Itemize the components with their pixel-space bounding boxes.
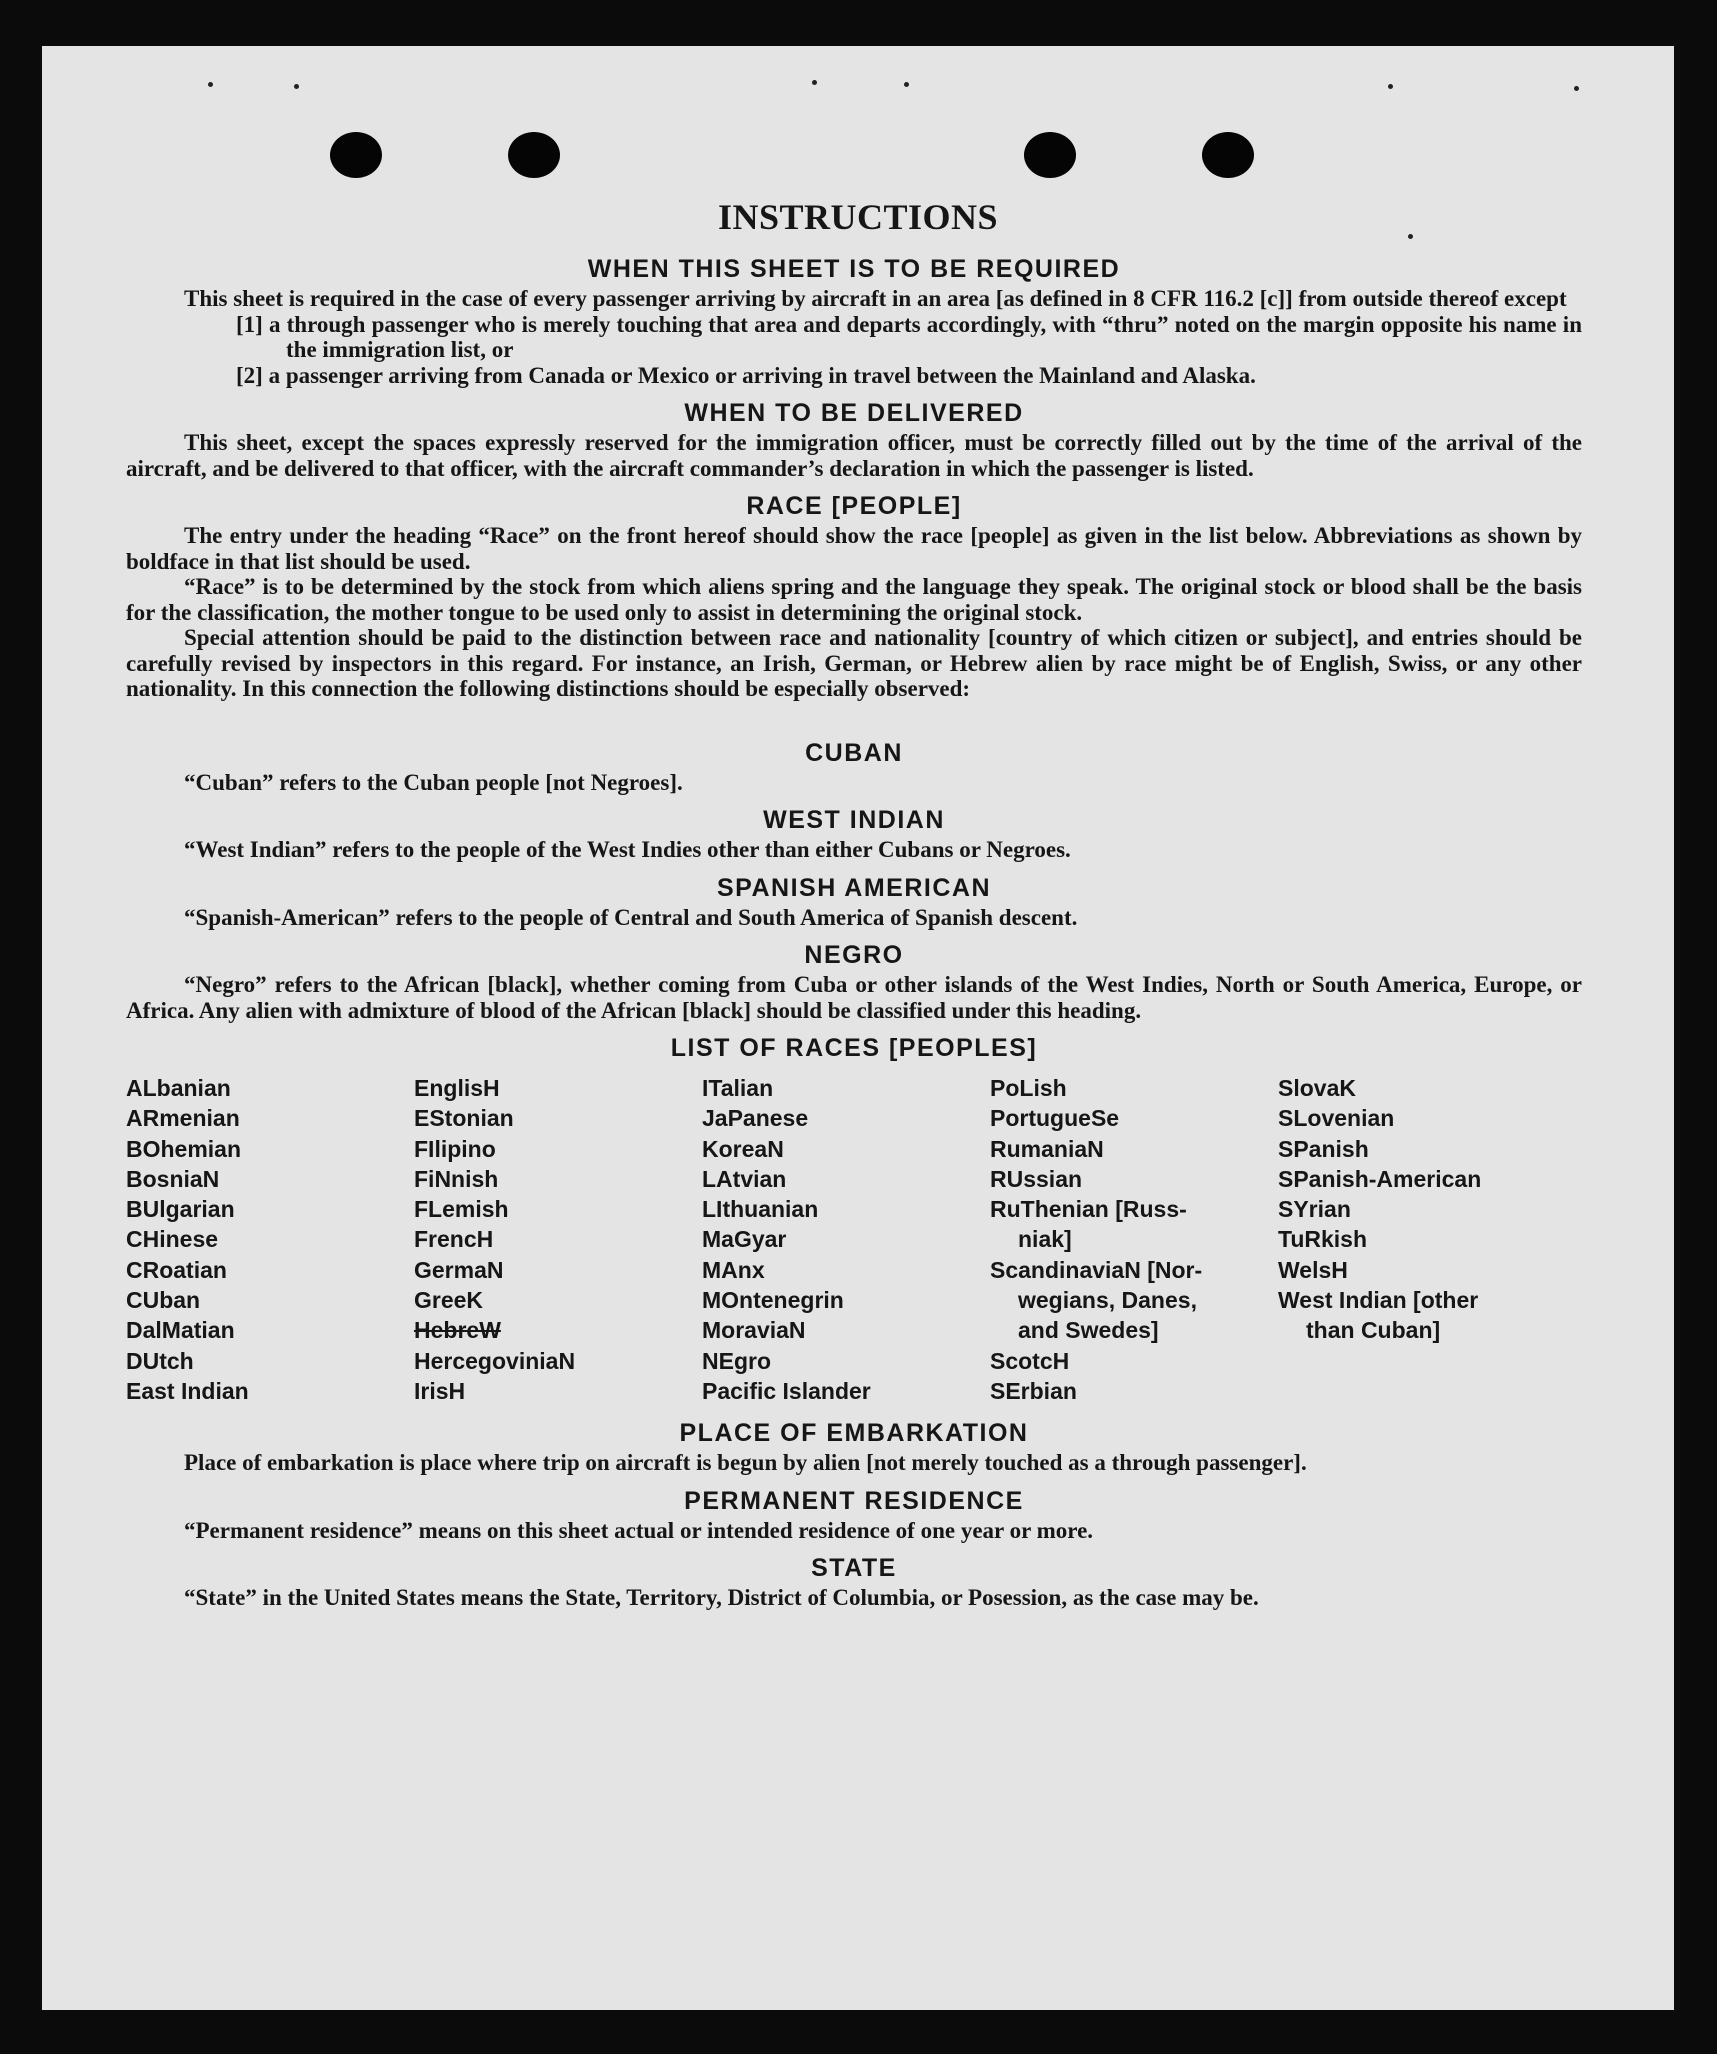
race-entry: SPanish-American <box>1278 1165 1482 1192</box>
paragraph: “Spanish-American” refers to the people of Central and South America of Spanish descent. <box>184 904 1078 930</box>
race-entry: ALbanian <box>126 1075 231 1101</box>
race-entry: EStonian <box>414 1105 514 1132</box>
section-cuban <box>126 736 1582 796</box>
race-entry: JaPanese <box>702 1105 809 1132</box>
punch-hole <box>1024 132 1076 178</box>
section-race <box>126 489 1582 702</box>
race-entry: KoreaN <box>702 1135 784 1162</box>
paragraph: “West Indian” refers to the people of the West Indies other than either Cubans or Negroes. <box>184 837 1071 862</box>
section-state <box>126 1551 1582 1611</box>
race-entry: CRoatian <box>126 1256 227 1283</box>
race-entry: CHinese <box>126 1226 219 1253</box>
section-west-indian <box>126 803 1582 863</box>
race-entry: ScandinaviaN [Nor- <box>990 1256 1203 1283</box>
content <box>126 252 1582 1619</box>
section-heading: PERMANENT RESIDENCE <box>684 1486 1024 1515</box>
speck <box>904 82 909 87</box>
speck <box>294 84 299 89</box>
race-entry: ITalian <box>702 1075 774 1101</box>
race-entry: CUban <box>126 1287 201 1314</box>
section-heading: NEGRO <box>804 941 904 969</box>
speck <box>1388 84 1393 89</box>
race-entry: East Indian <box>126 1377 249 1404</box>
race-entry: LAtvian <box>702 1165 787 1192</box>
punch-hole <box>508 132 560 178</box>
section-when-delivered <box>126 396 1582 481</box>
race-entry: BosniaN <box>126 1165 220 1192</box>
race-entry: MAnx <box>702 1256 765 1283</box>
section-heading: WEST INDIAN <box>763 806 945 834</box>
race-entry-struck: HebreW <box>414 1317 501 1344</box>
punch-hole <box>1202 132 1254 178</box>
race-entry-continuation: and Swedes] <box>1018 1317 1159 1344</box>
race-entry: BUlgarian <box>126 1196 235 1223</box>
speck <box>812 80 817 85</box>
race-entry: FIlipino <box>414 1135 496 1162</box>
races-column-3 <box>702 1073 990 1406</box>
speck <box>1574 86 1579 91</box>
section-heading: RACE [PEOPLE] <box>746 492 962 520</box>
paragraph: Place of embarkation is place where trip on aircraft is begun by alien [not merely touched as a through passenger]. <box>184 1450 1307 1476</box>
exception-item: [1] a through passenger who is merely touching that area and departs accordingly, with “thru” noted on the margin opposite his name in the immigration list, or <box>236 311 1582 362</box>
section-heading: PLACE OF EMBARKATION <box>679 1419 1029 1448</box>
paragraph: “Race” is to be determined by the stock from which aliens spring and the language they speak. The original stock or blood shall be the basis for the classification, the mother tongue to be used only to assist in determining the original stock. <box>126 574 1582 625</box>
race-entry: SErbian <box>990 1377 1077 1404</box>
paragraph: Special attention should be paid to the distinction between race and nationality [country of which citizen or subject], and entries should be carefully revised by inspectors in this regard. For instance, an Irish, German, or Hebrew alien by race might be of English, Swiss, or any other nationality. In this connection the following distinctions should be especially observed: <box>126 625 1582 701</box>
race-entry: MaGyar <box>702 1226 787 1253</box>
section-embarkation <box>126 1416 1582 1476</box>
page-title: INSTRUCTIONS <box>717 197 999 237</box>
race-entry: DUtch <box>126 1347 194 1374</box>
race-entry: SlovaK <box>1278 1075 1356 1101</box>
paragraph: “Permanent residence” means on this sheet actual or intended residence of one year or more. <box>184 1517 1094 1543</box>
race-entry: FrencH <box>414 1226 494 1253</box>
race-entry: IrisH <box>414 1377 466 1404</box>
race-entry: PortugueSe <box>990 1105 1120 1132</box>
paragraph: This sheet, except the spaces expressly reserved for the immigration officer, must be correctly filled out by the time of the arrival of the aircraft, and be delivered to that officer, with the aircraft commander’s declaration in which the passenger is listed. <box>126 430 1582 481</box>
section-heading: SPANISH AMERICAN <box>716 873 991 902</box>
race-entry: ScotcH <box>990 1347 1070 1374</box>
section-races-list <box>126 1031 1582 1406</box>
race-entry: WelsH <box>1278 1256 1348 1283</box>
race-entry: ARmenian <box>126 1105 240 1132</box>
race-entry: West Indian [other <box>1278 1287 1479 1314</box>
race-entry: DalMatian <box>126 1317 235 1344</box>
race-entry: FLemish <box>414 1196 509 1223</box>
race-entry: PoLish <box>990 1075 1067 1101</box>
race-entry: RumaniaN <box>990 1135 1104 1162</box>
race-entry: SPanish <box>1278 1135 1369 1162</box>
races-grid <box>126 1073 1582 1406</box>
section-heading: STATE <box>811 1554 897 1583</box>
exception-item: [2] a passenger arriving from Canada or Mexico or arriving in travel between the Mainland and Alaska. <box>236 362 1256 388</box>
paragraph: “Negro” refers to the African [black], whether coming from Cuba or other islands of the West Indies, North or South America, Europe, or Africa. Any alien with admixture of blood of the African [black] should be classified under this heading. <box>126 972 1582 1023</box>
race-entry: RuThenian [Russ- <box>990 1196 1187 1223</box>
race-entry: MOntenegrin <box>702 1287 844 1314</box>
punch-hole <box>330 132 382 178</box>
race-entry: HercegoviniaN <box>414 1347 576 1374</box>
race-entry: GermaN <box>414 1256 504 1283</box>
paragraph: The entry under the heading “Race” on the front hereof should show the race [people] as given in the list below. Abbreviations as shown by boldface in that list should be used. <box>126 523 1582 574</box>
paragraph: “State” in the United States means the State, Territory, District of Columbia, or Posession, as the case may be. <box>184 1585 1259 1611</box>
race-entry: TuRkish <box>1278 1226 1368 1253</box>
section-heading: WHEN THIS SHEET IS TO BE REQUIRED <box>587 255 1121 283</box>
section-heading: CUBAN <box>805 738 903 767</box>
paragraph: “Cuban” refers to the Cuban people [not Negroes]. <box>184 769 683 795</box>
section-heading: LIST OF RACES [PEOPLES] <box>670 1034 1038 1062</box>
section-spanish-american <box>126 871 1582 931</box>
speck <box>208 82 213 87</box>
race-entry: SLovenian <box>1278 1105 1395 1132</box>
document-page <box>42 46 1674 2010</box>
race-entry-continuation: wegians, Danes, <box>1018 1287 1197 1314</box>
race-entry: GreeK <box>414 1287 484 1314</box>
race-entry: FiNnish <box>414 1165 499 1192</box>
race-entry: Pacific Islander <box>702 1377 871 1404</box>
race-entry: MoraviaN <box>702 1317 806 1344</box>
races-column-2 <box>414 1073 702 1406</box>
section-negro <box>126 938 1582 1023</box>
races-column-1 <box>126 1073 414 1406</box>
race-entry: BOhemian <box>126 1135 242 1162</box>
race-entry-continuation: than Cuban] <box>1306 1317 1441 1344</box>
race-entry: NEgro <box>702 1347 771 1374</box>
race-entry: RUssian <box>990 1165 1083 1192</box>
race-entry: SYrian <box>1278 1196 1351 1223</box>
race-entry-continuation: niak] <box>1018 1226 1072 1253</box>
section-heading: WHEN TO BE DELIVERED <box>684 399 1024 427</box>
section-when-required <box>126 252 1582 388</box>
race-entry: LIthuanian <box>702 1196 819 1223</box>
race-entry: EnglisH <box>414 1075 500 1101</box>
races-column-4 <box>990 1073 1278 1406</box>
paragraph: This sheet is required in the case of every passenger arriving by aircraft in an area [as defined in 8 CFR 116.2 [c]] from outside thereof except <box>184 286 1567 311</box>
section-permanent-residence <box>126 1484 1582 1544</box>
races-column-5 <box>1278 1073 1578 1406</box>
